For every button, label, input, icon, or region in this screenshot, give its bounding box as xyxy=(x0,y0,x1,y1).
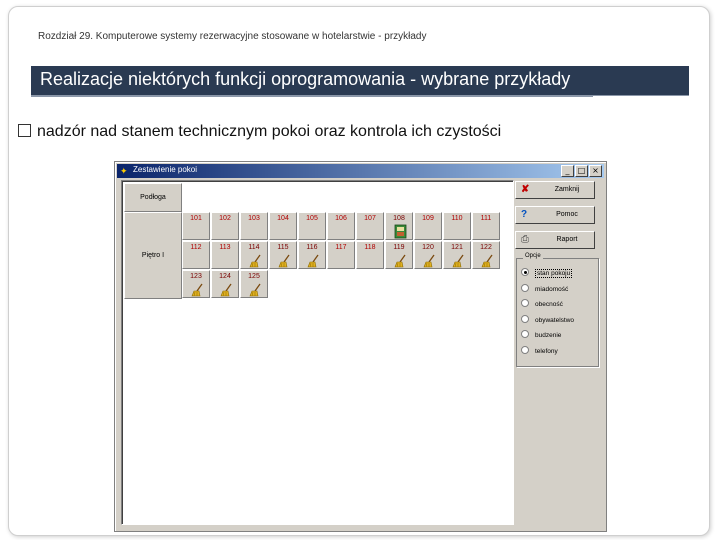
room-cell-120[interactable] xyxy=(414,241,442,269)
floor-label: Piętro I xyxy=(124,212,182,299)
bullet-item xyxy=(18,123,501,141)
room-number: 110 xyxy=(451,215,463,222)
room-cell-108[interactable] xyxy=(385,212,413,240)
close-app-button[interactable]: ✘ Zamknij xyxy=(515,181,595,199)
red-x-icon: ✘ xyxy=(521,184,530,195)
room-cell-116[interactable] xyxy=(298,241,326,269)
app-icon: ✦ xyxy=(120,166,128,176)
broom-icon xyxy=(220,283,234,297)
room-number: 112 xyxy=(190,244,202,251)
room-number: 103 xyxy=(248,215,260,222)
broom-icon xyxy=(452,254,466,268)
option-radio[interactable] xyxy=(521,299,563,309)
maximize-button[interactable]: □ xyxy=(575,165,588,177)
room-cell-123[interactable] xyxy=(182,270,210,298)
room-number: 117 xyxy=(335,244,347,251)
room-number: 114 xyxy=(248,244,260,251)
chapter-header: Rozdział 29. Komputerowe systemy rezerwacyjne stosowane w hotelarstwie - przykłady xyxy=(38,31,427,42)
option-radio[interactable] xyxy=(521,330,561,340)
report-button[interactable]: ⎙ Raport xyxy=(515,231,595,249)
rooms-grid xyxy=(121,180,514,525)
room-cell-101[interactable] xyxy=(182,212,210,240)
option-radio[interactable] xyxy=(521,346,558,356)
room-cell-119[interactable] xyxy=(385,241,413,269)
room-number: 123 xyxy=(190,273,202,280)
room-number: 118 xyxy=(364,244,376,251)
rooms-window xyxy=(114,161,607,532)
room-cell-112[interactable] xyxy=(182,241,210,269)
window-title: Zestawienie pokoi xyxy=(133,165,198,174)
room-cell-102[interactable] xyxy=(211,212,239,240)
room-cell-118[interactable] xyxy=(356,241,384,269)
room-cell-105[interactable] xyxy=(298,212,326,240)
options-group xyxy=(516,253,599,367)
broom-icon xyxy=(307,254,321,268)
room-number: 111 xyxy=(480,215,492,222)
radio-button-icon[interactable] xyxy=(521,330,529,338)
room-cell-111[interactable] xyxy=(472,212,500,240)
room-number: 120 xyxy=(422,244,434,251)
room-cell-109[interactable] xyxy=(414,212,442,240)
window-titlebar[interactable] xyxy=(117,164,604,178)
radio-button-icon[interactable] xyxy=(521,299,529,307)
occupied-room-icon xyxy=(394,224,407,239)
minimize-button[interactable]: _ xyxy=(561,165,574,177)
title-underline xyxy=(593,96,689,98)
radio-button-icon[interactable] xyxy=(521,315,529,323)
option-radio[interactable] xyxy=(521,268,572,278)
room-number: 109 xyxy=(422,215,434,222)
room-number: 125 xyxy=(248,273,260,280)
slide-title: Realizacje niektórych funkcji oprogramowania - wybrane przykłady xyxy=(40,69,571,89)
broom-icon xyxy=(191,283,205,297)
broom-icon xyxy=(249,254,263,268)
options-legend: Opcje xyxy=(525,253,541,259)
radio-button-icon[interactable] xyxy=(521,346,529,354)
room-number: 121 xyxy=(451,244,463,251)
room-number: 115 xyxy=(277,244,289,251)
option-label: budzenie xyxy=(535,332,562,339)
room-cell-122[interactable] xyxy=(472,241,500,269)
broom-icon xyxy=(394,254,408,268)
grid-header-cell: Podłoga xyxy=(124,183,182,212)
room-number: 113 xyxy=(219,244,231,251)
room-number: 116 xyxy=(306,244,318,251)
option-radio[interactable] xyxy=(521,284,568,294)
room-cell-121[interactable] xyxy=(443,241,471,269)
room-number: 107 xyxy=(364,215,376,222)
room-number: 124 xyxy=(219,273,231,280)
room-cell-117[interactable] xyxy=(327,241,355,269)
option-label: obecność xyxy=(535,301,563,308)
room-cell-110[interactable] xyxy=(443,212,471,240)
option-label: obywatelstwo xyxy=(535,316,575,324)
room-number: 102 xyxy=(219,215,231,222)
room-cell-125[interactable] xyxy=(240,270,268,298)
option-label: stan pokoju xyxy=(537,270,571,277)
room-cell-124[interactable] xyxy=(211,270,239,298)
option-label: miadomość xyxy=(535,285,569,293)
broom-icon xyxy=(481,254,495,268)
option-label: telefony xyxy=(535,347,558,355)
printer-icon: ⎙ xyxy=(521,234,529,245)
option-radio[interactable] xyxy=(521,315,574,325)
room-number: 108 xyxy=(393,215,405,222)
room-number: 106 xyxy=(335,215,347,222)
title-bar xyxy=(31,66,689,97)
bullet-text: nadzór nad stanem technicznym pokoi oraz kontrola ich czystości xyxy=(37,123,502,140)
room-cell-106[interactable] xyxy=(327,212,355,240)
question-icon: ? xyxy=(521,209,528,220)
broom-icon xyxy=(249,283,263,297)
room-number: 122 xyxy=(480,244,492,251)
bullet-square-icon xyxy=(18,124,31,137)
radio-button-icon[interactable] xyxy=(521,284,529,292)
room-cell-113[interactable] xyxy=(211,241,239,269)
radio-button-icon[interactable] xyxy=(521,268,529,276)
help-button[interactable]: ? Pomoc xyxy=(515,206,595,224)
room-cell-103[interactable] xyxy=(240,212,268,240)
room-number: 101 xyxy=(190,215,202,222)
broom-icon xyxy=(278,254,292,268)
room-cell-104[interactable] xyxy=(269,212,297,240)
close-window-button[interactable]: × xyxy=(589,165,602,177)
broom-icon xyxy=(423,254,437,268)
room-number: 104 xyxy=(277,215,289,222)
room-number: 105 xyxy=(306,215,318,222)
room-cell-114[interactable] xyxy=(240,241,268,269)
room-cell-107[interactable] xyxy=(356,212,384,240)
room-cell-115[interactable] xyxy=(269,241,297,269)
room-number: 119 xyxy=(393,244,405,251)
